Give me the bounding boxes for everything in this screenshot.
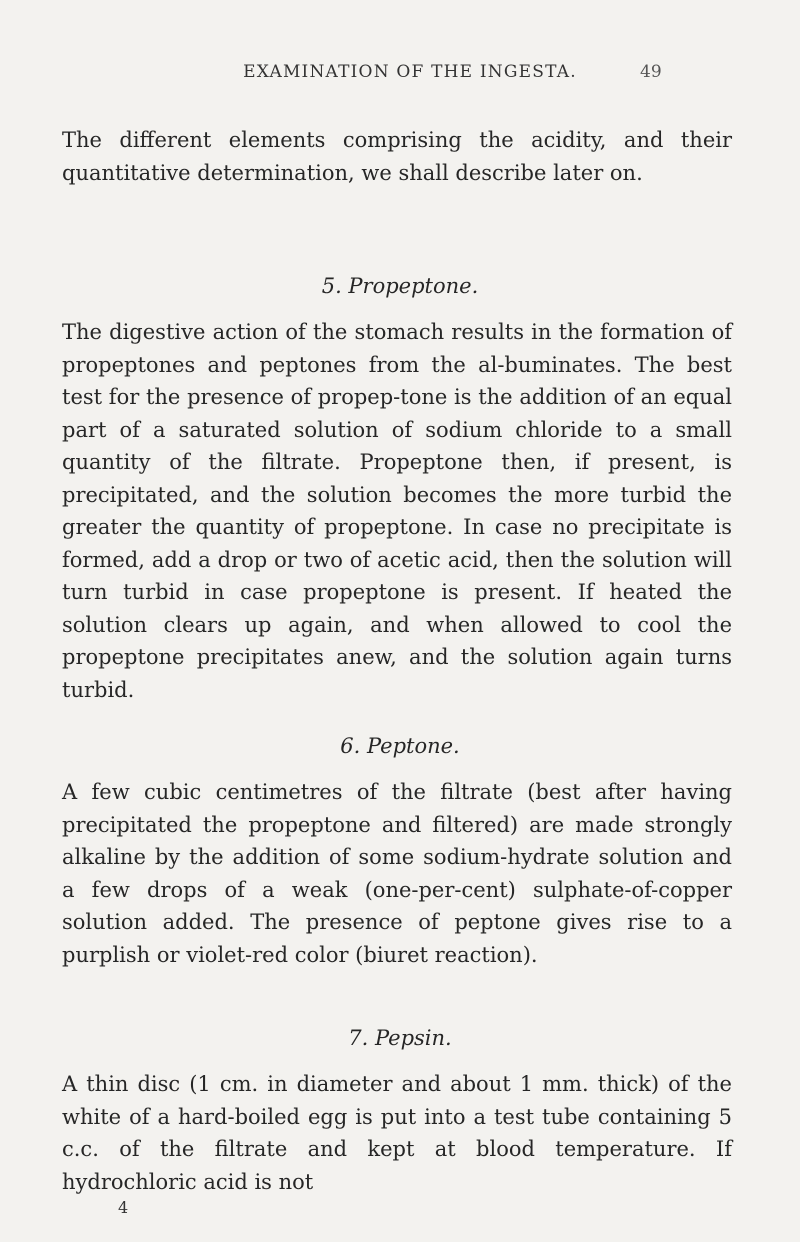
- running-head: EXAMINATION OF THE INGESTA.: [243, 62, 577, 82]
- paragraph-acidity: The different elements comprising the acidity, and their quantitative determination, we shall describe later on.: [62, 128, 732, 185]
- paragraph-pepsin: A thin disc (1 cm. in diameter and about 1 mm. thick) of the white of a hard-boiled egg is put into a test tube containing 5 c.c. of the filtrate and kept at blood temperature. If hydrochloric acid is not: [62, 1072, 732, 1194]
- paragraph-peptone: A few cubic centimetres of the filtrate (best after having precipitated the propeptone and filtered) are made strongly alkaline by the addition of some sodium-hydrate solution and a few drops of a weak (one-per-cent) sulphate-of-copper solution added. The presence of peptone gives rise to a purplish or violet-red color (biuret reaction).: [62, 780, 732, 967]
- section-heading-peptone: 6. Peptone.: [340, 734, 460, 758]
- signature-mark: 4: [118, 1198, 129, 1217]
- paragraph-propeptone: The digestive action of the stomach results in the formation of propeptones and peptones from the al-buminates. The best test for the presence of propep-tone is the addition of an equal part of a saturated solution of sodium chloride to a small quantity of the filtrate. Propeptone then, if present, is precipitated, and the solution becomes the more turbid the greater the quantity of propeptone. In case no precipitate is formed, add a drop or two of acetic acid, then the solution will turn turbid in case propeptone is present. If heated the solution clears up again, and when allowed to cool the propeptone precipitates anew, and the solution again turns turbid.: [62, 320, 732, 702]
- section-heading-pepsin: 7. Pepsin.: [348, 1026, 452, 1050]
- section-heading-propeptone: 5. Propeptone.: [321, 274, 479, 298]
- page-number: 49: [640, 62, 662, 82]
